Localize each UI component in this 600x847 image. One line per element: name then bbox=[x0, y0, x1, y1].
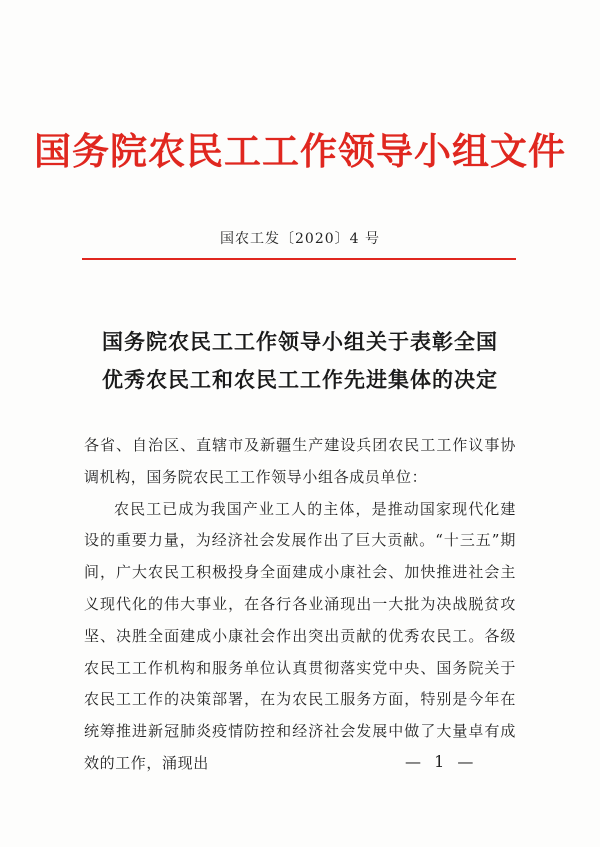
document-title bbox=[0, 323, 600, 399]
salutation: 各省、自治区、直辖市及新疆生产建设兵团农民工工作议事协调机构，国务院农民工工作领导小组各成员单位： bbox=[84, 436, 516, 486]
document-body bbox=[84, 430, 516, 780]
document-number: 国农工发〔2020〕4 号 bbox=[220, 231, 380, 247]
document-title-line-2: 优秀农民工和农民工工作先进集体的决定 bbox=[102, 367, 498, 392]
body-paragraph: 农民工已成为我国产业工人的主体，是推动国家现代化建设的重要力量，为经济社会发展作出了巨大贡献。“十三五”期间，广大农民工积极投身全面建成小康社会、加快推进社会主义现代化的伟大事业，在各行各业涌现出一大批为决战脱贫攻坚、决胜全面建成小康社会作出突出贡献的优秀农民工。各级农民工工作机构和服务单位认真贯彻落实党中央、国务院关于农民工工作的决策部署，在为农民工服务方面，特别是今年在统筹推进新冠肺炎疫情防控和经济社会发展中做了大量卓有成效的工作，涌现出 bbox=[84, 499, 516, 772]
page-number: — 1 — bbox=[405, 752, 478, 771]
document-title-line-1: 国务院农民工工作领导小组关于表彰全国 bbox=[102, 329, 498, 354]
red-divider-line bbox=[82, 258, 516, 260]
issuer-header: 国务院农民工工作领导小组文件 bbox=[34, 129, 566, 173]
